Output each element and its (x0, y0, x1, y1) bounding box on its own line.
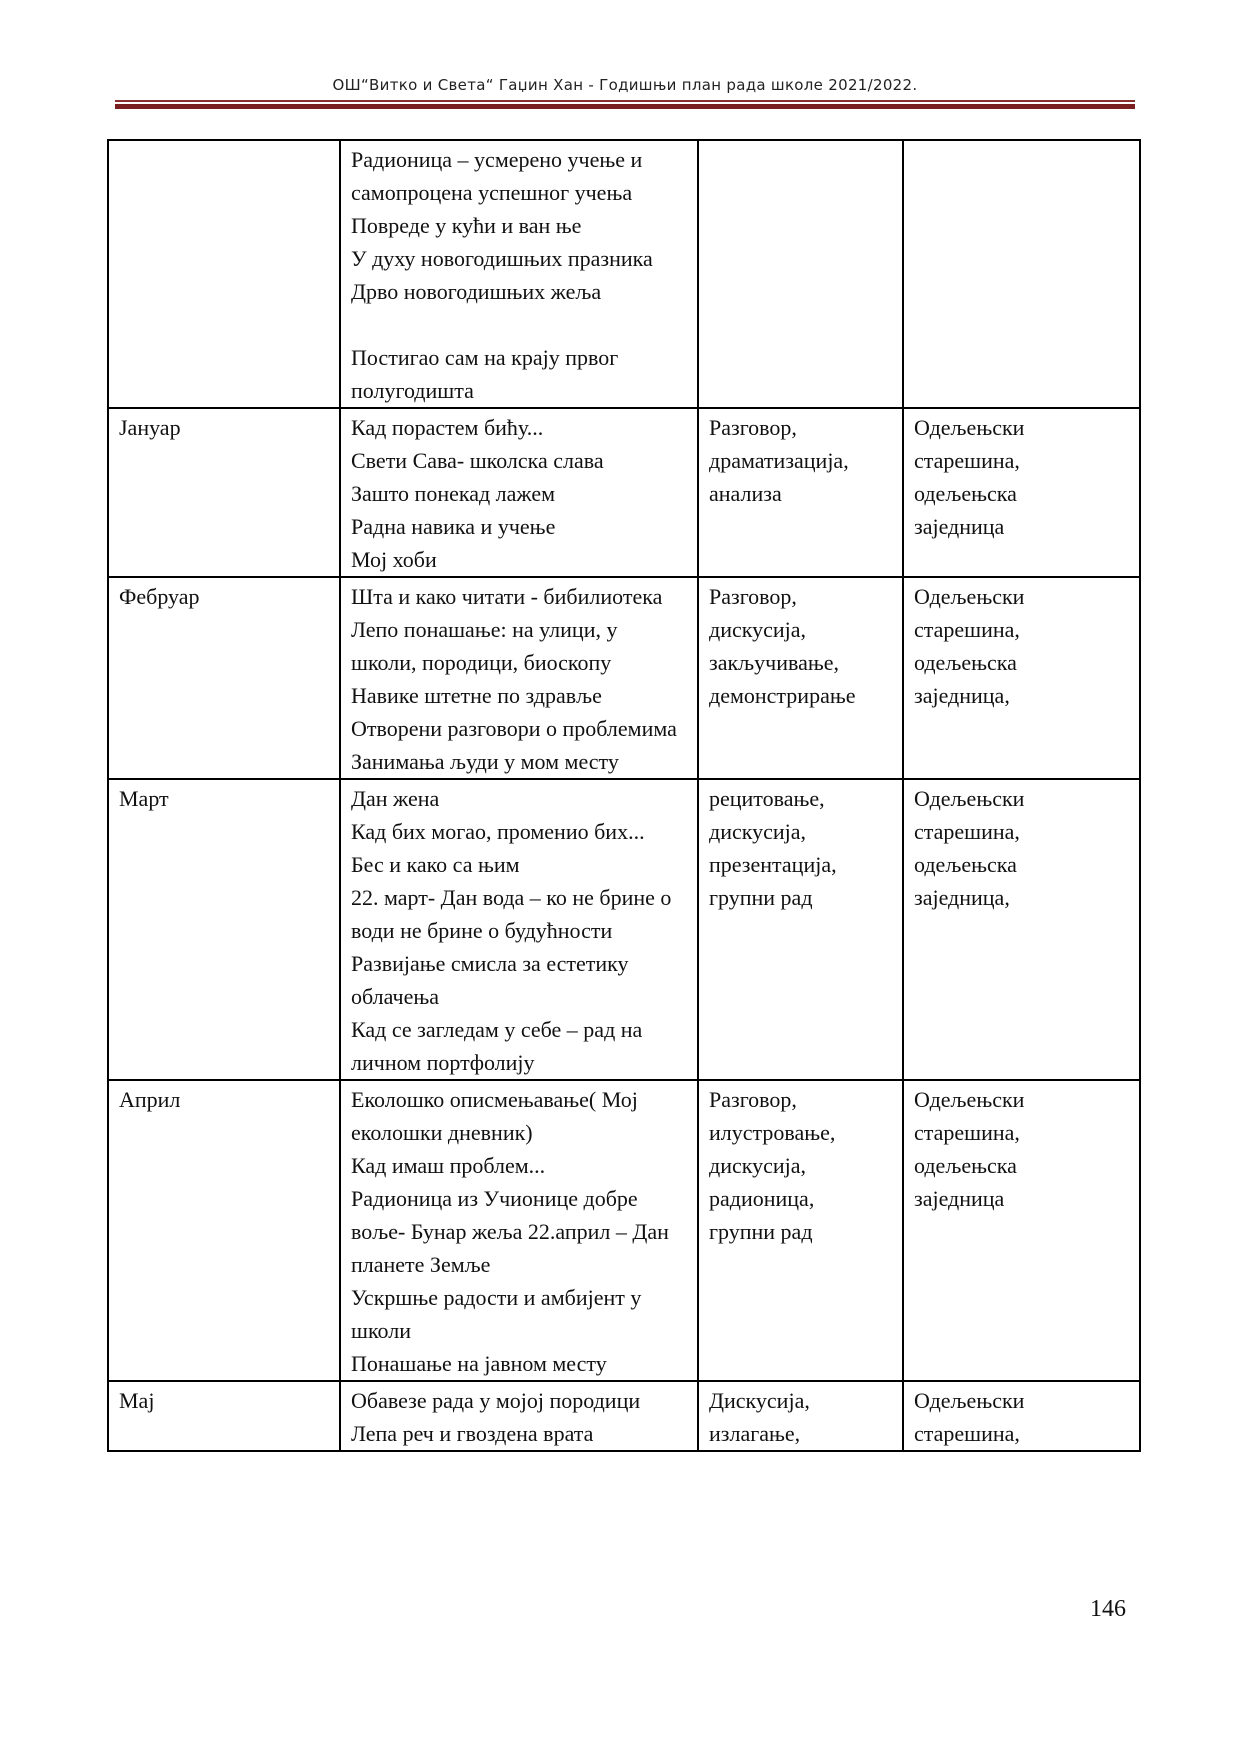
carrier-item: заједница, (914, 885, 1010, 910)
methods-cell (698, 408, 903, 577)
topic-item: Кад се загледам у себе – рад на личном портфолију (351, 1017, 643, 1075)
method-item: рецитовање, (709, 786, 825, 811)
method-item: драматизација, (709, 448, 849, 473)
page-number: 146 (1090, 1596, 1126, 1622)
carrier-item: Одељењски (914, 1388, 1025, 1413)
topic-item: Кад бих могао, променио бих... (351, 819, 645, 844)
plan-table (107, 139, 1141, 1452)
topic-item: Шта и како читати - бибилиотека (351, 584, 663, 609)
method-item: излагање, (709, 1421, 801, 1446)
topic-item: Мој хоби (351, 547, 437, 572)
month-cell (108, 1080, 340, 1381)
carrier-item: заједница (914, 1186, 1005, 1211)
method-item: Разговор, (709, 1087, 797, 1112)
month-cell (108, 577, 340, 779)
topic-item: Отворени разговори о проблемима (351, 716, 677, 741)
topic-item: Зашто понекад лажем (351, 481, 556, 506)
topics-cell (340, 1080, 698, 1381)
month-cell (108, 779, 340, 1080)
topics-cell (340, 408, 698, 577)
carrier-item: Одељењски (914, 584, 1025, 609)
table-row (108, 1381, 1140, 1451)
carrier-item: старешина, (914, 617, 1020, 642)
carrier-item: одељењска (914, 650, 1017, 675)
method-item: анализа (709, 481, 782, 506)
carrier-item: одељењска (914, 481, 1017, 506)
topic-item: Понашање на јавном месту (351, 1351, 607, 1376)
topic-item: Дрво новогодишњих жеља (351, 279, 602, 304)
topic-item: Ускршње радости и амбијент у школи (351, 1285, 642, 1343)
methods-cell (698, 577, 903, 779)
month-cell (108, 1381, 340, 1451)
topic-item: Бес и како са њим (351, 852, 520, 877)
carriers-cell (903, 1381, 1140, 1451)
carrier-item: одељењска (914, 852, 1017, 877)
topics-cell (340, 1381, 698, 1451)
carrier-item: Одељењски (914, 415, 1025, 440)
method-item: групни рад (709, 1219, 813, 1244)
carrier-item: Одељењски (914, 1087, 1025, 1112)
carrier-item: старешина, (914, 819, 1020, 844)
topic-item: Лепа реч и гвоздена врата (351, 1421, 594, 1446)
method-item: дискусија, (709, 1153, 807, 1178)
table-row (108, 1080, 1140, 1381)
header-divider-thin (115, 100, 1135, 102)
topic-item: Кад порастем бићу... (351, 415, 544, 440)
methods-cell (698, 1080, 903, 1381)
topic-item: Радна навика и учење (351, 514, 556, 539)
month-label: Фебруар (119, 584, 200, 609)
carrier-item: заједница (914, 514, 1005, 539)
method-item: групни рад (709, 885, 813, 910)
topic-item: Постигао сам на крају првог полугодишта (351, 345, 619, 403)
methods-cell (698, 779, 903, 1080)
carriers-cell (903, 577, 1140, 779)
carrier-item: старешина, (914, 1120, 1020, 1145)
topic-item: Еколошко описмењавање( Мој еколошки дневник) (351, 1087, 638, 1145)
topic-item: Обавезе рада у мојој породици (351, 1388, 641, 1413)
table-row (108, 779, 1140, 1080)
month-label: Април (119, 1087, 181, 1112)
month-cell (108, 408, 340, 577)
method-item: илустровање, (709, 1120, 836, 1145)
topic-item: 22. март- Дан вода – ко не брине о води не брине о будућности (351, 885, 672, 943)
topic-item: Радионица из Учионице добре воље- Бунар жеља 22.април – Дан планете Земље (351, 1186, 669, 1277)
method-item: радионица, (709, 1186, 815, 1211)
topic-item (351, 308, 687, 341)
topic-item: Свети Сава- школска слава (351, 448, 604, 473)
table-row (108, 408, 1140, 577)
table-row (108, 140, 1140, 408)
topic-item: Лепо понашање: на улици, у школи, породици, биоскопу (351, 617, 618, 675)
method-item: Разговор, (709, 415, 797, 440)
carrier-item: заједница, (914, 683, 1010, 708)
topics-cell (340, 779, 698, 1080)
topic-item: Дан жена (351, 786, 440, 811)
carriers-cell (903, 1080, 1140, 1381)
carriers-cell (903, 408, 1140, 577)
month-label: Мај (119, 1388, 155, 1413)
topic-item: Радионица – усмерено учење и самопроцена успешног учења (351, 147, 643, 205)
carrier-item: старешина, (914, 1421, 1020, 1446)
method-item: закључивање, (709, 650, 840, 675)
methods-cell (698, 140, 903, 408)
carrier-item: старешина, (914, 448, 1020, 473)
carriers-cell (903, 779, 1140, 1080)
topic-item: Занимања људи у мом месту (351, 749, 619, 774)
header-divider-thick (115, 104, 1135, 109)
topic-item: Развијање смисла за естетику облачења (351, 951, 629, 1009)
table-row (108, 577, 1140, 779)
topics-cell (340, 577, 698, 779)
plan-table-body (108, 140, 1140, 1451)
month-label: Јануар (119, 415, 181, 440)
carrier-item: одељењска (914, 1153, 1017, 1178)
month-label: Март (119, 786, 169, 811)
page-header-title: ОШ“Витко и Света“ Гаџин Хан - Годишњи план рада школе 2021/2022. (332, 76, 918, 94)
carriers-cell (903, 140, 1140, 408)
topic-item: Кад имаш проблем... (351, 1153, 546, 1178)
carrier-item: Одељењски (914, 786, 1025, 811)
method-item: дискусија, (709, 819, 807, 844)
topic-item: Повреде у кући и ван ње (351, 213, 582, 238)
month-cell (108, 140, 340, 408)
method-item: дискусија, (709, 617, 807, 642)
method-item: демонстрирање (709, 683, 856, 708)
topic-item: Навике штетне по здравље (351, 683, 602, 708)
method-item: презентација, (709, 852, 837, 877)
methods-cell (698, 1381, 903, 1451)
method-item: Дискусија, (709, 1388, 810, 1413)
method-item: Разговор, (709, 584, 797, 609)
topic-item: У духу новогодишњих празника (351, 246, 653, 271)
topics-cell (340, 140, 698, 408)
